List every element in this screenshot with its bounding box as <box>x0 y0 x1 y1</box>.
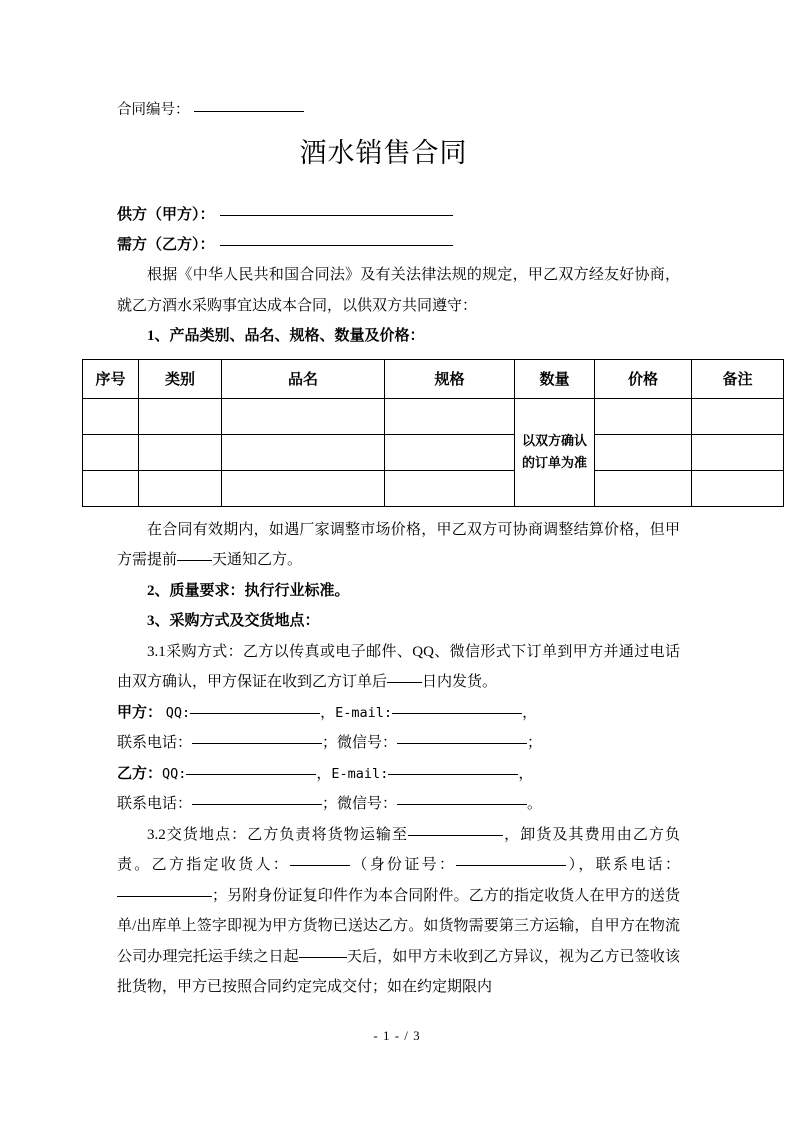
section1-heading: 1、产品类别、品名、规格、数量及价格： <box>147 328 425 344</box>
table-row <box>83 434 784 470</box>
buyer-line <box>117 230 680 260</box>
cell-spec[interactable] <box>385 398 515 434</box>
contract-number-line <box>117 100 680 120</box>
column-header-category: 类别 <box>139 359 222 398</box>
supplier-blank[interactable] <box>220 215 453 216</box>
qq-label: QQ: <box>162 765 187 782</box>
section2-heading: 2、质量要求：执行行业标准。 <box>147 582 350 599</box>
comma-sep: ， <box>320 704 336 721</box>
semicolon-sep: ； <box>527 735 543 751</box>
cell-remark[interactable] <box>692 434 784 470</box>
party-a-email-blank[interactable] <box>392 713 522 714</box>
contract-number-blank[interactable] <box>194 111 304 112</box>
period-sep: 。 <box>527 796 543 812</box>
cell-price[interactable] <box>595 398 692 434</box>
buyer-blank[interactable] <box>220 245 453 246</box>
comma-sep: ， <box>316 765 332 782</box>
qq-label: QQ: <box>165 704 191 721</box>
s31-part1: 3.1采购方式：乙方以传真或电子邮件、QQ、微信形式下订单到甲方并通过电话由双方确认，甲方保证在收到乙方订单后 <box>117 643 680 690</box>
cell-spec[interactable] <box>385 470 515 506</box>
phone-label: 联系电话： <box>117 796 193 812</box>
consignee-id-blank[interactable] <box>456 865 566 866</box>
section3-1-paragraph <box>117 637 680 698</box>
price-note-part1: 在合同有效期内，如遇厂家调整市场价格，甲乙双方可协商调整结算价格，但甲方需提前 <box>117 521 680 568</box>
table-row <box>83 470 784 506</box>
phone-label: 联系电话： <box>117 735 193 751</box>
party-a-qq-email-line <box>117 698 680 729</box>
cell-index[interactable] <box>83 434 139 470</box>
delivery-location-blank[interactable] <box>408 835 503 836</box>
party-b-email-blank[interactable] <box>388 774 518 775</box>
page-title: 酒水销售合同 <box>299 138 468 169</box>
wechat-label: 微信号： <box>337 796 398 812</box>
cell-price[interactable] <box>595 434 692 470</box>
supplier-line <box>117 200 680 230</box>
party-a-label: 甲方： <box>117 704 163 721</box>
delivery-days-blank[interactable] <box>387 682 422 683</box>
email-label: E-mail: <box>331 765 389 782</box>
s32-part4: ），联系电话： <box>566 857 680 873</box>
section3-heading: 3、采购方式及交货地点： <box>147 613 320 629</box>
table-header-row <box>83 359 784 398</box>
cell-product-name[interactable] <box>222 470 385 506</box>
column-header-price: 价格 <box>595 359 692 398</box>
s31-part2: 日内发货。 <box>422 674 498 690</box>
product-table-wrapper <box>82 359 754 507</box>
s32-part2: ，卸货及其费用由乙方负责。乙方指定收货人： <box>117 826 680 873</box>
cell-price[interactable] <box>595 470 692 506</box>
party-a-phone-blank[interactable] <box>192 743 322 744</box>
party-b-qq-blank[interactable] <box>186 774 316 775</box>
document-content <box>95 0 753 1003</box>
cell-product-name[interactable] <box>222 398 385 434</box>
section3-2-paragraph <box>117 820 680 1003</box>
s32-part1: 3.2交货地点：乙方负责将货物运输至 <box>147 826 409 843</box>
parties-block <box>117 200 680 260</box>
party-a-wechat-blank[interactable] <box>397 743 527 744</box>
comma-sep: ， <box>518 765 534 782</box>
party-a-qq-blank[interactable] <box>190 713 320 714</box>
product-table <box>82 359 784 507</box>
consignee-phone-blank[interactable] <box>117 896 212 897</box>
cell-category[interactable] <box>139 398 222 434</box>
s32-part5: ；另附身份证复印件作为本合同附件。乙方的指定收货人在甲方的送货单/出库单上签字即视为甲方货物已送达乙方。如货物需要第三方运输，自甲方在物流公司办理完托运手续之日起 <box>117 887 680 965</box>
consignee-blank[interactable] <box>290 865 350 866</box>
party-b-qq-email-line <box>117 759 680 790</box>
price-note-part2: 天通知乙方。 <box>212 552 303 568</box>
s32-part6: 天后，如甲方未收到乙方异议，视为乙方已签收该批货物，甲方已按照合同约定完成交付；如在约定期限内 <box>117 948 680 995</box>
cell-index[interactable] <box>83 398 139 434</box>
party-a-phone-wechat-line <box>117 728 680 759</box>
supplier-label: 供方（甲方）： <box>117 207 215 223</box>
cell-category[interactable] <box>139 470 222 506</box>
semicolon-sep: ； <box>322 735 338 751</box>
cell-remark[interactable] <box>692 470 784 506</box>
semicolon-sep: ； <box>322 796 338 812</box>
column-header-index: 序号 <box>83 359 139 398</box>
cell-spec[interactable] <box>385 434 515 470</box>
contract-number-label: 合同编号： <box>117 102 190 118</box>
column-header-quantity: 数量 <box>515 359 595 398</box>
column-header-spec: 规格 <box>385 359 515 398</box>
email-label: E-mail: <box>335 704 393 721</box>
comma-sep: ， <box>522 704 538 721</box>
price-adjustment-note <box>117 515 680 576</box>
party-b-phone-blank[interactable] <box>192 804 322 805</box>
cell-remark[interactable] <box>692 398 784 434</box>
table-row <box>83 398 784 434</box>
column-header-remark: 备注 <box>692 359 784 398</box>
cell-index[interactable] <box>83 470 139 506</box>
wechat-label: 微信号： <box>337 735 398 751</box>
transit-days-blank[interactable] <box>299 957 347 958</box>
s32-part3: （身份证号： <box>350 857 457 873</box>
intro-paragraph: 根据《中华人民共和国合同法》及有关法律法规的规定，甲乙双方经友好协商，就乙方酒水采购事宜达成本合同，以供双方共同遵守： <box>117 267 680 314</box>
cell-category[interactable] <box>139 434 222 470</box>
column-header-product-name: 品名 <box>222 359 385 398</box>
page-footer: - 1 - / 3 <box>373 1028 421 1043</box>
party-b-label: 乙方： <box>117 765 163 782</box>
cell-quantity-merged: 以双方确认的订单为准 <box>515 398 595 506</box>
advance-days-blank[interactable] <box>177 560 212 561</box>
cell-product-name[interactable] <box>222 434 385 470</box>
party-b-phone-wechat-line <box>117 789 680 820</box>
buyer-label: 需方（乙方）： <box>117 237 215 253</box>
party-b-wechat-blank[interactable] <box>397 804 527 805</box>
